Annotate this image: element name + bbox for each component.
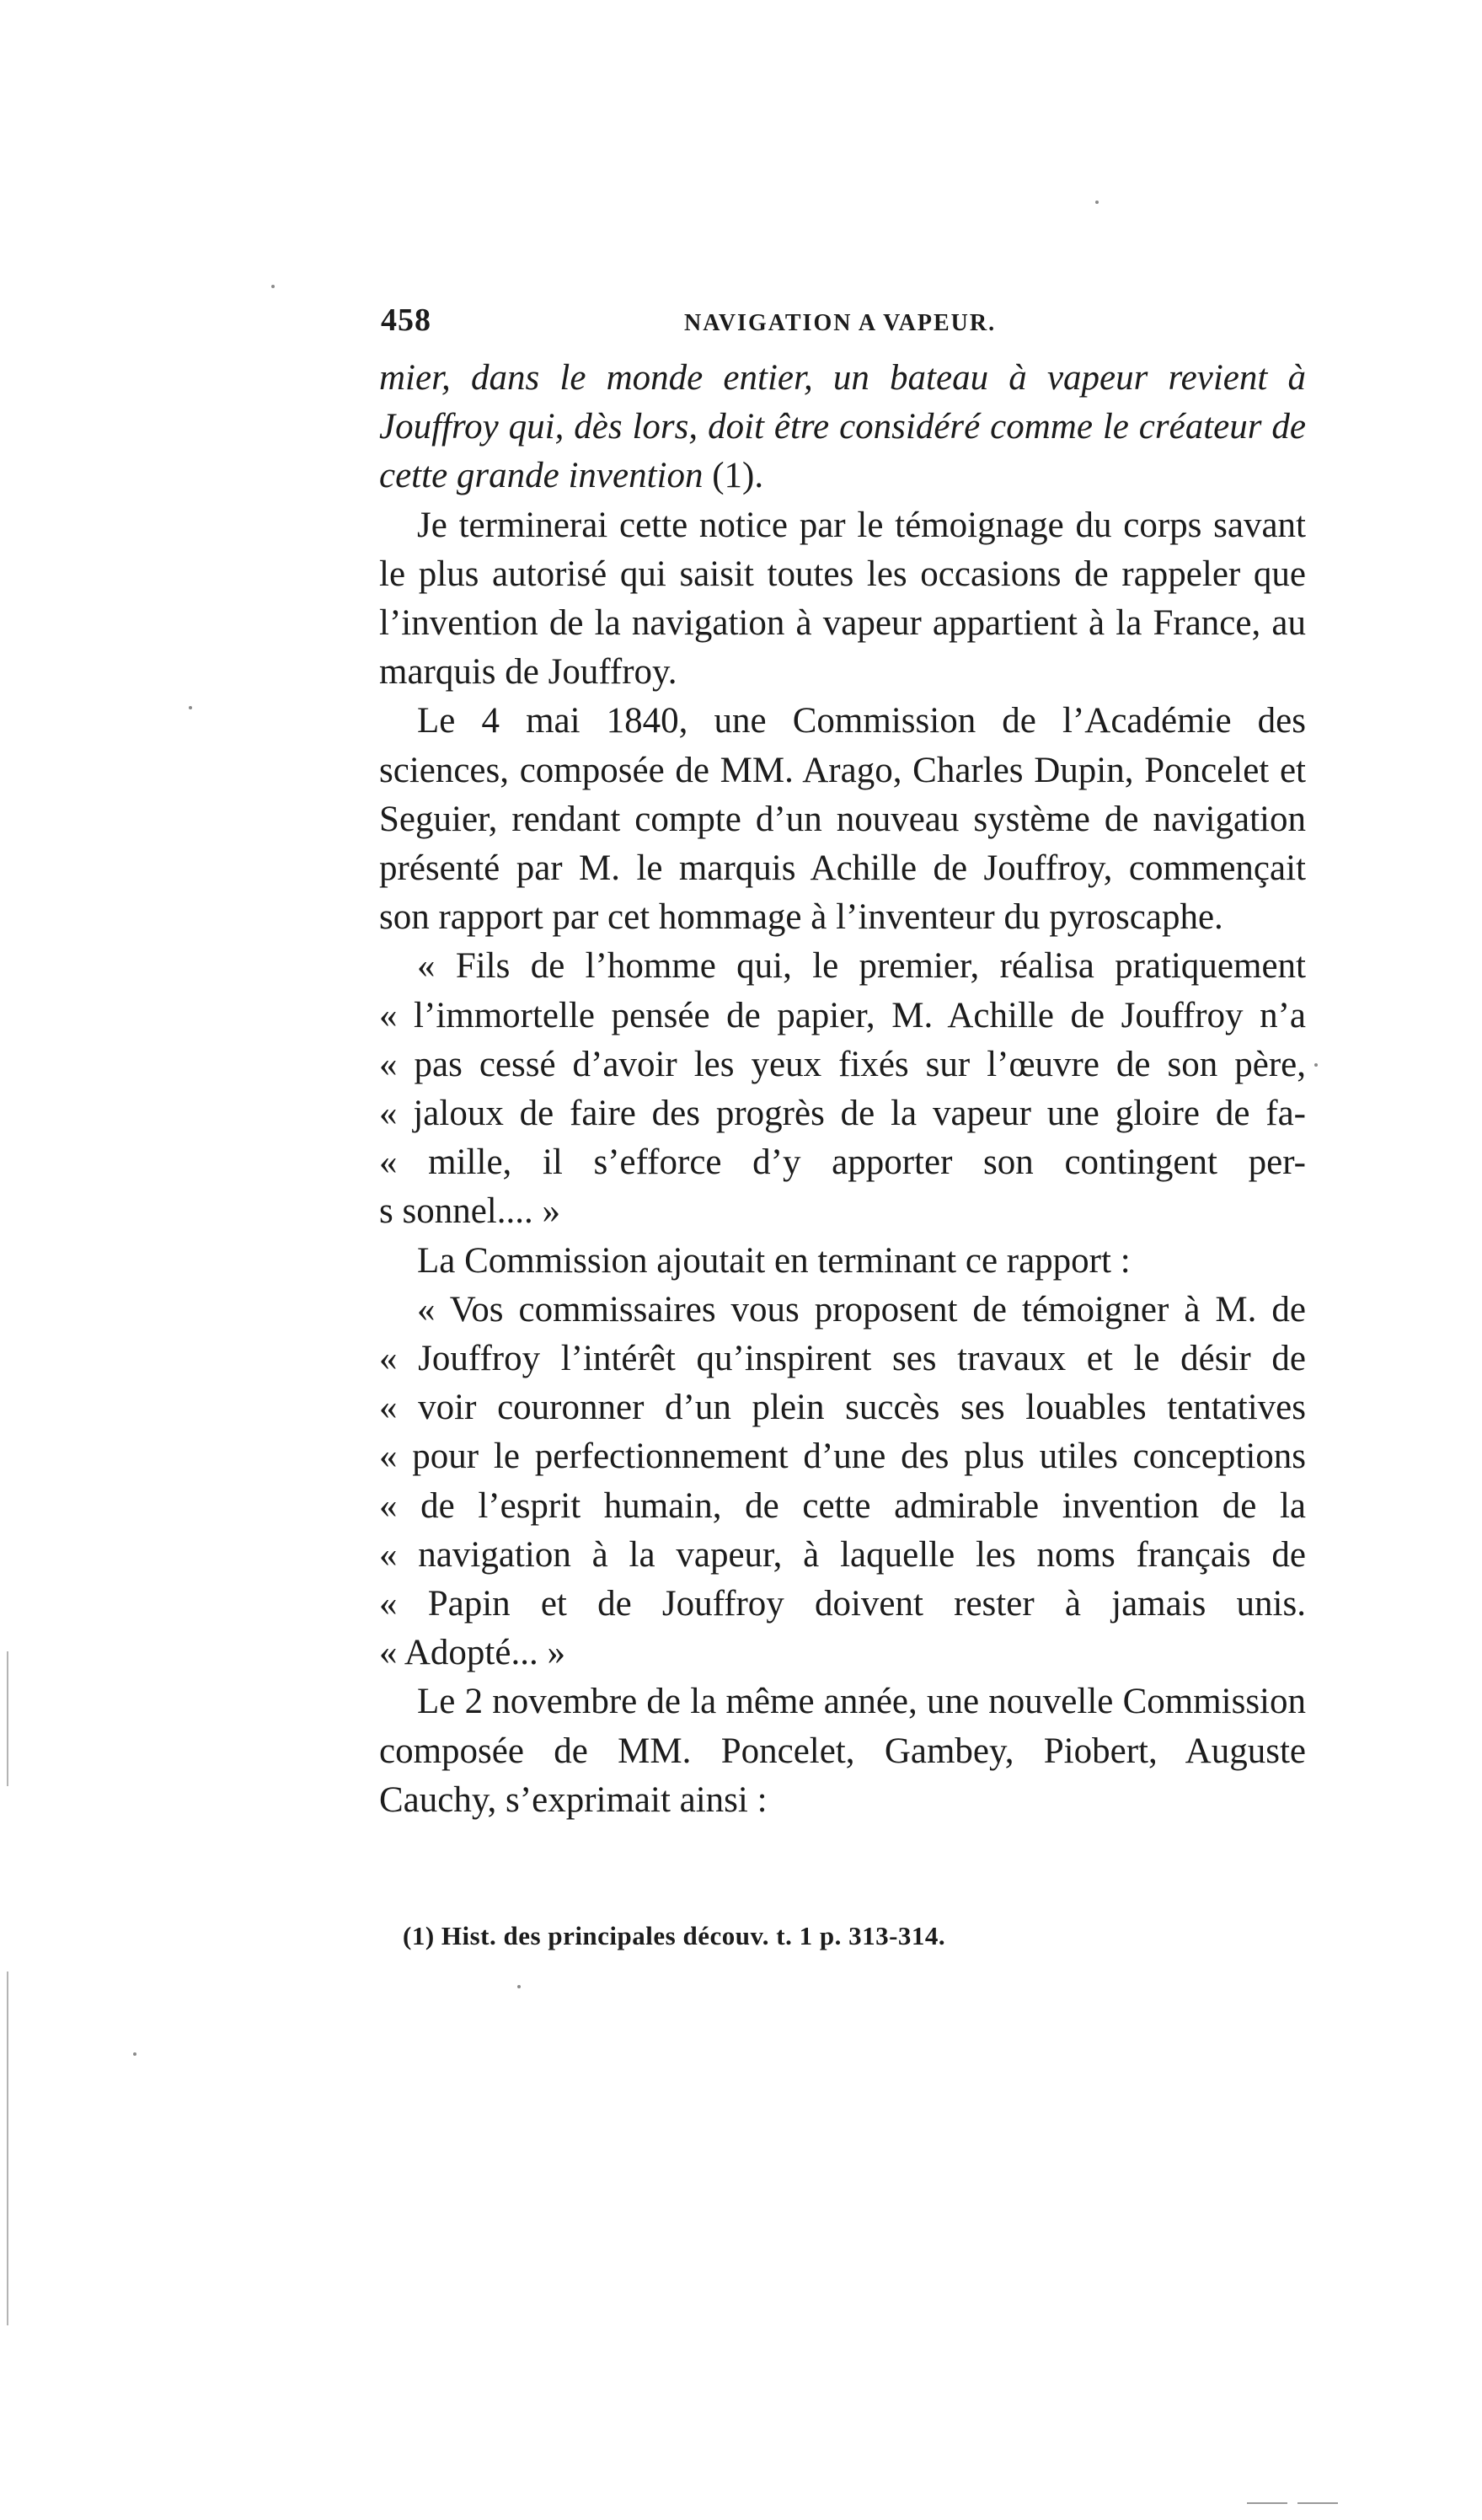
- scan-edge-line: [7, 1651, 8, 1786]
- paragraph-temoignage: Je terminerai cette notice par le témoignage du corps savant le plus autorisé qui saisit toutes les occasions de rappeler que l’invention de la navigation à vapeur appartient à la France, au marquis de Jouffroy.: [379, 505, 1306, 693]
- paragraph-commission-ajout: La Commission ajoutait en terminant ce rapport :: [417, 1240, 1131, 1281]
- scan-speck: [271, 285, 275, 288]
- quote-line: « Adopté... »: [379, 1633, 565, 1673]
- paragraph-continuation: [379, 354, 1306, 501]
- quote-line: « Vos commissaires vous proposent de témoigner à M. de: [417, 1289, 1306, 1330]
- quote-line: « l’immortelle pensée de papier, M. Achille de Jouffroy n’a: [379, 995, 1306, 1035]
- scan-speck: [1095, 201, 1099, 204]
- italic-passage: mier, dans le monde entier, un bateau à vapeur revient à Jouffroy qui, dès lors, doit être considéré comme le créateur de cette grande invention: [379, 358, 1306, 496]
- page-number: 458: [381, 302, 431, 338]
- quote-commissaires: [379, 1286, 1306, 1678]
- scan-speck: [133, 2052, 136, 2056]
- quote-line: s sonnel.... »: [379, 1191, 560, 1232]
- page-header: [381, 302, 1299, 344]
- quote-line: « de l’esprit humain, de cette admirable invention de la: [379, 1485, 1306, 1526]
- footnote-reference: (1).: [703, 456, 764, 496]
- body-text: [379, 354, 1306, 1825]
- scan-edge-line: [7, 1972, 8, 2325]
- quote-line: « voir couronner d’un plein succès ses louables tentatives: [379, 1388, 1306, 1428]
- paragraph-commission-novembre: Le 2 novembre de la même année, une nouvelle Commission composée de MM. Poncelet, Gambey, Piobert, Auguste Cauchy, s’exprimait ainsi :: [379, 1682, 1306, 1820]
- quote-line: « pas cessé d’avoir les yeux fixés sur l’œuvre de son père,: [379, 1044, 1306, 1084]
- quote-line: « mille, il s’efforce d’y apporter son contingent per-: [379, 1142, 1306, 1183]
- quote-hommage: [379, 942, 1306, 1236]
- quote-line: « Fils de l’homme qui, le premier, réalisa pratiquement: [417, 946, 1306, 987]
- quote-line: « Papin et de Jouffroy doivent rester à jamais unis.: [379, 1584, 1306, 1624]
- quote-line: « pour le perfectionnement d’une des plus utiles conceptions: [379, 1437, 1306, 1477]
- scan-speck: [1314, 1063, 1318, 1067]
- footnote: (1) Hist. des principales découv. t. 1 p. 313-314.: [403, 1921, 946, 1950]
- paragraph-commission-1840: Le 4 mai 1840, une Commission de l’Académie des sciences, composée de MM. Arago, Charles Dupin, Poncelet et Seguier, rendant compte d’un nouveau système de navigation présenté par M. le marquis Achille de Jouffroy, commençait son rapport par cet hommage à l’inventeur du pyroscaphe.: [379, 701, 1306, 938]
- scan-rule-mark: [1247, 2502, 1287, 2504]
- scan-speck: [517, 1985, 521, 1988]
- running-head: NAVIGATION A VAPEUR.: [684, 310, 997, 336]
- scan-speck: [189, 706, 192, 709]
- quote-line: « Jouffroy l’intérêt qu’inspirent ses travaux et le désir de: [379, 1339, 1306, 1379]
- quote-line: « jaloux de faire des progrès de la vapeur une gloire de fa-: [379, 1094, 1306, 1134]
- quote-line: « navigation à la vapeur, à laquelle les noms français de: [379, 1534, 1306, 1575]
- scan-rule-mark: [1297, 2502, 1338, 2504]
